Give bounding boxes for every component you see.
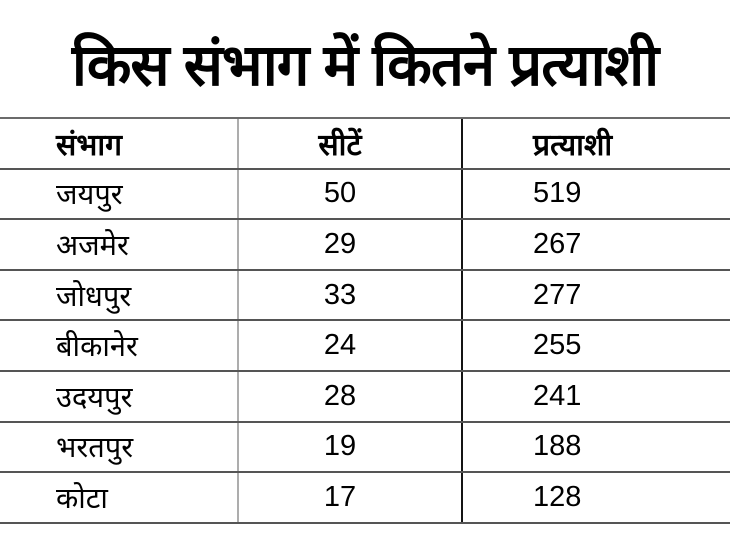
cell-seats: 17 [239, 473, 463, 522]
candidates-table [0, 117, 730, 524]
table-row-kota [0, 473, 730, 524]
cell-candidates: 128 [533, 480, 582, 513]
cell-candidates: 188 [533, 430, 582, 463]
cell-division: भरतपुर [0, 423, 239, 472]
cell-division: बीकानेर [0, 321, 239, 370]
cell-division: जोधपुर [0, 271, 239, 320]
cell-division: अजमेर [0, 220, 239, 269]
header-cell-seats: सीटें [239, 119, 463, 168]
header-cell-candidates: प्रत्याशी [533, 128, 613, 162]
cell-candidates: 241 [533, 379, 582, 412]
table-header-row [0, 119, 730, 170]
cell-division: कोटा [0, 473, 239, 522]
cell-candidates: 519 [533, 177, 582, 210]
table-row-jodhpur [0, 271, 730, 322]
table-row-jaipur [0, 170, 730, 221]
header-cell-division: संभाग [0, 119, 239, 168]
table-row-ajmer [0, 220, 730, 271]
cell-division: उदयपुर [0, 372, 239, 421]
cell-seats: 28 [239, 372, 463, 421]
cell-seats: 19 [239, 423, 463, 472]
table-row-bikaner [0, 321, 730, 372]
cell-seats: 29 [239, 220, 463, 269]
table-row-bharatpur [0, 423, 730, 474]
cell-division: जयपुर [0, 170, 239, 219]
cell-candidates: 267 [533, 227, 582, 260]
page-title: किस संभाग में कितने प्रत्याशी [71, 33, 659, 98]
cell-seats: 50 [239, 170, 463, 219]
cell-seats: 24 [239, 321, 463, 370]
cell-candidates: 255 [533, 329, 582, 362]
cell-candidates: 277 [533, 278, 582, 311]
cell-seats: 33 [239, 271, 463, 320]
table-row-udaipur [0, 372, 730, 423]
